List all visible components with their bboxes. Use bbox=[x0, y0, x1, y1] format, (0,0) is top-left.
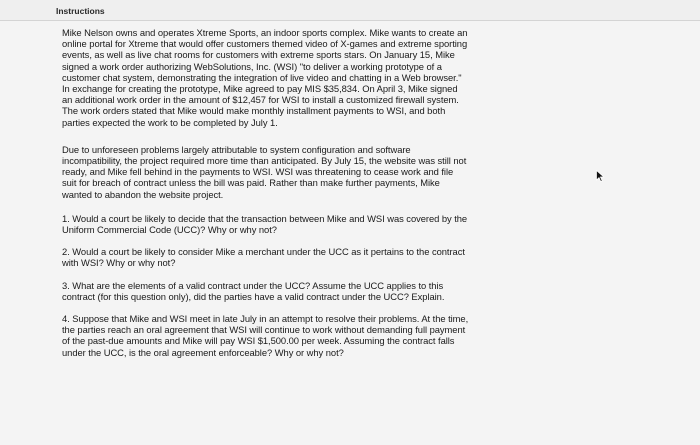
question-3: 3. What are the elements of a valid contract under the UCC? Assume the UCC applies to this contract (for this question only), did the parties have a valid contract under the UCC? Explain. bbox=[62, 279, 445, 302]
instructions-header bbox=[0, 0, 700, 21]
mouse-pointer-icon bbox=[596, 170, 605, 182]
question-2: 2. Would a court be likely to consider Mike a merchant under the UCC as it pertains to the contract with WSI? Why or why not? bbox=[62, 246, 465, 269]
instructions-content bbox=[62, 27, 470, 369]
case-paragraph-2: Due to unforeseen problems largely attributable to system configuration and software incompatibility, the project required more time than anticipated. By July 15, the website was still not ready, and Mike fell behind in the payments to WSI. WSI was threatening to cease work and file suit for breach of contract unless the bill was paid. Rather than make further payments, Mike wanted to abandon the website project. bbox=[62, 143, 467, 200]
question-4: 4. Suppose that Mike and WSI meet in late July in an attempt to resolve their problems. At the time, the parties reach an oral agreement that WSI will continue to work without demanding full payment of the past-due amounts and Mike will pay WSI $1,500.00 per week. Assuming the contract falls under the UCC, is the oral agreement enforceable? Why or why not? bbox=[62, 313, 469, 358]
question-1: 1. Would a court be likely to decide that the transaction between Mike and WSI was covered by the Uniform Commercial Code (UCC)? Why or why not? bbox=[62, 212, 468, 236]
header-title: Instructions bbox=[56, 6, 105, 16]
case-paragraph-1: Mike Nelson owns and operates Xtreme Sports, an indoor sports complex. Mike wants to create an online portal for Xtreme that would offer customers themed video of X-games and extreme sporting events, as well as live chat rooms for customers with extreme sports stars. On January 15, Mike signed a work order authorizing WebSolutions, Inc. (WSI) "to deliver a working prototype of a customer chat system, demonstrating the integration of live video and chatting in a Web browser." In exchange for creating the prototype, Mike agreed to pay MIS $35,834. On April 3, Mike signed an additional work order in the amount of $12,457 for WSI to install a customized firewall system. The work orders stated that Mike would make monthly installment payments to WSI, and both parties expected the work to be completed by July 1. bbox=[62, 27, 468, 128]
